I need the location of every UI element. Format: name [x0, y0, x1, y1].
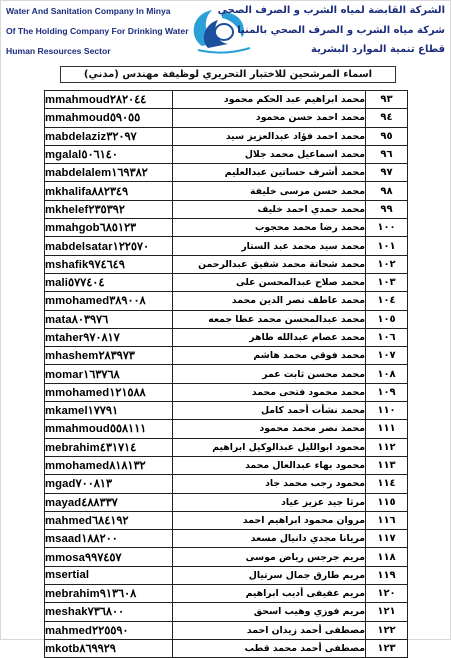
candidate-code: mmahgob٦٨٥١٢٣: [45, 219, 173, 237]
candidate-code: mata٨٠٣٩٧٦: [45, 310, 173, 328]
candidate-name: محمد حسن مرسى خليفة: [173, 182, 366, 200]
candidate-code: mtaher٩٧٠٨١٧: [45, 328, 173, 346]
header-company-en: Water And Sanitation Company In Minya: [6, 6, 171, 16]
candidate-name: محمود بهاء عبدالعال محمد: [173, 456, 366, 474]
candidate-code: mebrahim٩١٣٦٠٨: [45, 585, 173, 603]
row-number: ١٢١: [366, 603, 408, 621]
table-row: [45, 237, 408, 255]
candidate-code: mahmed٢٢٥٥٩٠: [45, 621, 173, 639]
candidate-code: mali٥٧٧٤٠٤: [45, 273, 173, 291]
candidate-code: mgad٧٠٠٨١٣: [45, 475, 173, 493]
row-number: ١١١: [366, 420, 408, 438]
row-number: ١١٨: [366, 548, 408, 566]
candidate-code: mshafik٩٧٤٦٤٩: [45, 255, 173, 273]
candidate-name: محمد فوقي محمد هاشم: [173, 347, 366, 365]
candidate-code: mabdelaziz٣٢٠٩٧: [45, 127, 173, 145]
candidate-name: محمد حمدي احمد خليف: [173, 200, 366, 218]
candidate-code: mkhelef٢٣٥٣٩٢: [45, 200, 173, 218]
candidate-name: محمد ابراهيم عبد الحكم محمود: [173, 91, 366, 109]
row-number: ٩٣: [366, 91, 408, 109]
table-row: [45, 200, 408, 218]
table-row: [45, 621, 408, 639]
candidate-name: محمد صلاح عبدالمحسن على: [173, 273, 366, 291]
candidate-name: محمد احمد فؤاد عبدالعزيز سيد: [173, 127, 366, 145]
header-holding-en: Of The Holding Company For Drinking Water: [6, 26, 189, 36]
candidate-code: meshak٧٣٦٨٠٠: [45, 603, 173, 621]
table-row: [45, 273, 408, 291]
candidate-code: msertial: [45, 566, 173, 584]
candidate-name: محمد محمود فتحى محمد: [173, 383, 366, 401]
table-row: [45, 456, 408, 474]
row-number: ١١٤: [366, 475, 408, 493]
candidate-name: مروان محمود ابراهيم احمد: [173, 511, 366, 529]
candidate-code: mgalal٥٠٦١٤٠: [45, 145, 173, 163]
candidate-code: mmosa٩٩٧٤٥٧: [45, 548, 173, 566]
table-row: [45, 603, 408, 621]
row-number: ١١٦: [366, 511, 408, 529]
header-sector-ar: قطاع تنمية الموارد البشرية: [311, 44, 445, 55]
table-row: [45, 548, 408, 566]
table-row: [45, 164, 408, 182]
candidate-code: mabdelsatar١٢٢٥٧٠: [45, 237, 173, 255]
row-number: ١٠٦: [366, 328, 408, 346]
row-number: ١٠٢: [366, 255, 408, 273]
candidate-code: mahmed٦٨٤١٩٢: [45, 511, 173, 529]
table-row: [45, 511, 408, 529]
candidate-code: mkamel١٧٧٩١: [45, 402, 173, 420]
table-row: [45, 639, 408, 657]
row-number: ١١٧: [366, 530, 408, 548]
candidate-name: مريم فوزي وهيب اسحق: [173, 603, 366, 621]
row-number: ١٢٠: [366, 585, 408, 603]
row-number: ١٢٢: [366, 621, 408, 639]
table-row: [45, 438, 408, 456]
row-number: ٩٤: [366, 109, 408, 127]
table-row: [45, 145, 408, 163]
table-row: [45, 127, 408, 145]
candidate-name: محمد محسن ثابت عمر: [173, 365, 366, 383]
table-row: [45, 182, 408, 200]
candidate-code: mayad٤٨٨٣٣٧: [45, 493, 173, 511]
row-number: ١١٩: [366, 566, 408, 584]
candidate-name: محمد عاطف نصر الدين محمد: [173, 292, 366, 310]
candidate-code: mkotb٨٦٩٩٢٩: [45, 639, 173, 657]
table-row: [45, 109, 408, 127]
row-number: ٩٩: [366, 200, 408, 218]
candidate-name: محمود ابوالليل عبدالوكيل ابراهيم: [173, 438, 366, 456]
candidate-code: mmohamed٣٨٩٠٠٨: [45, 292, 173, 310]
table-row: [45, 255, 408, 273]
candidate-name: محمد شحاتة محمد شفيق عبدالرحمن: [173, 255, 366, 273]
table-row: [45, 566, 408, 584]
row-number: ١٢٣: [366, 639, 408, 657]
candidate-name: محمد أشرف حساتين عبدالعليم: [173, 164, 366, 182]
candidate-code: mhashem٢٨٣٩٧٣: [45, 347, 173, 365]
candidate-code: mkhalifa٨٨٢٣٤٩: [45, 182, 173, 200]
letterhead: [0, 0, 451, 62]
row-number: ١١٠: [366, 402, 408, 420]
row-number: ١١٥: [366, 493, 408, 511]
candidate-name: محمد سيد محمد عبد الستار: [173, 237, 366, 255]
candidate-name: محمد نشأت أحمد كامل: [173, 402, 366, 420]
row-number: ١١٣: [366, 456, 408, 474]
table-row: [45, 347, 408, 365]
table-row: [45, 420, 408, 438]
candidate-code: msaad١٨٨٢٠٠: [45, 530, 173, 548]
row-number: ١٠٤: [366, 292, 408, 310]
candidate-name: مصطفى أحمد محمد قطب: [173, 639, 366, 657]
table-row: [45, 292, 408, 310]
candidate-name: مريم عفيفى أديب ابراهيم: [173, 585, 366, 603]
table-row: [45, 585, 408, 603]
candidate-name: محمد نصر محمد محمود: [173, 420, 366, 438]
row-number: ١٠٩: [366, 383, 408, 401]
table-row: [45, 402, 408, 420]
candidate-name: محمد رضا محمد محجوب: [173, 219, 366, 237]
candidate-code: mmohamed١٢١٥٨٨: [45, 383, 173, 401]
candidate-name: محمد احمد حسن محمود: [173, 109, 366, 127]
candidate-code: mmahmoud٥٥٨١١١: [45, 420, 173, 438]
table-row: [45, 493, 408, 511]
candidates-table: [44, 90, 408, 658]
candidate-code: mmahmoud٢٨٢٠٤٤: [45, 91, 173, 109]
candidate-code: mebrahim٤٣١٧١٤: [45, 438, 173, 456]
candidate-name: محمد اسماعيل محمد جلال: [173, 145, 366, 163]
table-row: [45, 310, 408, 328]
candidate-code: momar١٦٣٧٦٨: [45, 365, 173, 383]
row-number: ٩٥: [366, 127, 408, 145]
candidate-code: mabdelalem١٦٩٣٨٢: [45, 164, 173, 182]
header-sector-en: Human Resources Sector: [6, 46, 111, 56]
table-row: [45, 91, 408, 109]
table-row: [45, 219, 408, 237]
candidate-code: mmohamed٨١٨١٣٢: [45, 456, 173, 474]
row-number: ٩٨: [366, 182, 408, 200]
candidate-name: مريم طارق جمال سرتيال: [173, 566, 366, 584]
row-number: ١٠٥: [366, 310, 408, 328]
candidate-name: مريانا مجدي دانيال مسعد: [173, 530, 366, 548]
candidate-code: mmahmoud٥٩٠٥٥: [45, 109, 173, 127]
header-company-ar: شركة مياه الشرب و الصرف الصحي بالمنيا: [237, 25, 445, 36]
row-number: ١٠٨: [366, 365, 408, 383]
header-holding-ar: الشركة القابضة لمياه الشرب و الصرف الصحي: [217, 5, 445, 16]
row-number: ١٠٠: [366, 219, 408, 237]
table-row: [45, 328, 408, 346]
row-number: ١٠٧: [366, 347, 408, 365]
row-number: ٩٧: [366, 164, 408, 182]
candidate-name: محمد عصام عبدالله طاهر: [173, 328, 366, 346]
row-number: ١٠٣: [366, 273, 408, 291]
row-number: ٩٦: [366, 145, 408, 163]
candidate-name: محمود رجب محمد جاد: [173, 475, 366, 493]
candidate-name: محمد عبدالمحسن محمد عطا جمعه: [173, 310, 366, 328]
candidate-name: مصطفى أحمد زيدان احمد: [173, 621, 366, 639]
document-title: اسماء المرشحين للاختبار التحريري لوظيفة مهندس (مدني): [60, 66, 396, 83]
table-row: [45, 365, 408, 383]
row-number: ١١٢: [366, 438, 408, 456]
candidate-name: مريم جرجس رياض موسى: [173, 548, 366, 566]
table-row: [45, 383, 408, 401]
table-row: [45, 530, 408, 548]
row-number: ١٠١: [366, 237, 408, 255]
table-row: [45, 475, 408, 493]
candidate-name: مرثا جيد عزيز عياد: [173, 493, 366, 511]
